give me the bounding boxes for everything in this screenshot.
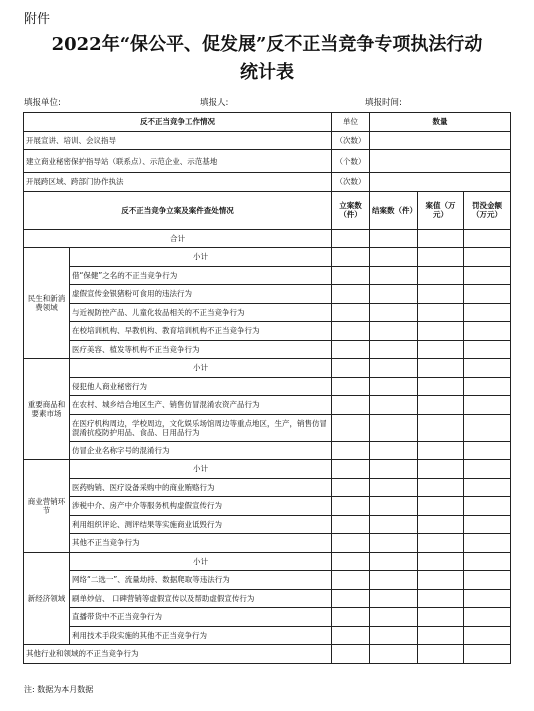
work-item-label: 开展宣讲、培训、会议指导 xyxy=(24,131,332,150)
data-entry-cell[interactable] xyxy=(418,396,464,415)
data-entry-cell[interactable] xyxy=(418,497,464,516)
data-entry-cell[interactable] xyxy=(332,248,370,267)
data-entry-cell[interactable] xyxy=(370,515,418,534)
data-entry-cell[interactable] xyxy=(418,515,464,534)
case-column-header: 立案数（件） xyxy=(332,191,370,229)
case-item-label: 在医疗机构周边，学校周边，文化娱乐场馆周边等重点地区，生产，销售仿冒混淆抗疫防护用品、食品、日用品行为 xyxy=(70,414,332,441)
data-entry-cell[interactable] xyxy=(370,441,418,460)
data-entry-cell[interactable] xyxy=(464,285,511,304)
title-line-1: 2022年“保公平、促发展”反不正当竞争专项执法行动 xyxy=(51,34,483,55)
total-row xyxy=(24,229,511,248)
data-entry-cell[interactable] xyxy=(332,377,370,396)
data-entry-cell[interactable] xyxy=(418,377,464,396)
work-header-row xyxy=(24,113,511,132)
group-subtotal-row xyxy=(24,460,511,479)
data-entry-cell[interactable] xyxy=(464,589,511,608)
work-item-label: 建立商业秘密保护指导站（联系点）、示范企业、示范基地 xyxy=(24,150,332,173)
subtotal-label: 小计 xyxy=(70,552,332,571)
unit-header: 单位 xyxy=(332,113,370,132)
work-item-unit: （个数） xyxy=(332,150,370,173)
data-entry-cell[interactable] xyxy=(332,645,370,664)
data-entry-cell[interactable] xyxy=(370,571,418,590)
statistics-table xyxy=(23,112,511,664)
data-entry-cell[interactable] xyxy=(370,340,418,359)
data-entry-cell[interactable] xyxy=(370,534,418,553)
data-entry-cell[interactable] xyxy=(464,303,511,322)
data-entry-cell[interactable] xyxy=(418,552,464,571)
quantity-entry-cell[interactable] xyxy=(370,131,511,150)
quantity-entry-cell[interactable] xyxy=(370,150,511,173)
work-item-label: 开展跨区域、跨部门协作执法 xyxy=(24,173,332,192)
data-entry-cell[interactable] xyxy=(464,266,511,285)
case-item-label: 其他不正当竞争行为 xyxy=(70,534,332,553)
data-entry-cell[interactable] xyxy=(370,589,418,608)
data-entry-cell[interactable] xyxy=(332,552,370,571)
case-item-label: 刷单炒信、 口碑营销等虚假宣传以及帮助虚假宣传行为 xyxy=(70,589,332,608)
data-entry-cell[interactable] xyxy=(418,534,464,553)
meta-time: 填报时间: xyxy=(365,98,402,108)
case-item-row xyxy=(24,441,511,460)
data-entry-cell[interactable] xyxy=(418,460,464,479)
data-entry-cell[interactable] xyxy=(370,303,418,322)
case-item-row xyxy=(24,396,511,415)
work-row xyxy=(24,150,511,173)
case-item-row xyxy=(24,626,511,645)
data-entry-cell[interactable] xyxy=(332,608,370,627)
data-entry-cell[interactable] xyxy=(370,478,418,497)
group-name: 重要商品和要素市场 xyxy=(24,359,70,460)
data-entry-cell[interactable] xyxy=(332,571,370,590)
group-subtotal-row xyxy=(24,359,511,378)
case-item-label: 侵犯他人商业秘密行为 xyxy=(70,377,332,396)
work-row xyxy=(24,173,511,192)
case-item-row xyxy=(24,478,511,497)
case-item-row xyxy=(24,322,511,341)
data-entry-cell[interactable] xyxy=(370,248,418,267)
case-item-row xyxy=(24,340,511,359)
data-entry-cell[interactable] xyxy=(370,645,418,664)
case-item-row xyxy=(24,377,511,396)
other-row xyxy=(24,645,511,664)
data-entry-cell[interactable] xyxy=(332,441,370,460)
data-entry-cell[interactable] xyxy=(464,322,511,341)
case-item-row xyxy=(24,534,511,553)
data-entry-cell[interactable] xyxy=(370,266,418,285)
data-entry-cell[interactable] xyxy=(464,626,511,645)
data-entry-cell[interactable] xyxy=(464,608,511,627)
work-section-header: 反不正当竞争工作情况 xyxy=(24,113,332,132)
data-entry-cell[interactable] xyxy=(464,229,511,248)
case-header-row xyxy=(24,191,511,229)
data-entry-cell[interactable] xyxy=(418,229,464,248)
quantity-entry-cell[interactable] xyxy=(370,173,511,192)
data-entry-cell[interactable] xyxy=(370,359,418,378)
data-entry-cell[interactable] xyxy=(332,303,370,322)
case-item-row xyxy=(24,571,511,590)
data-entry-cell[interactable] xyxy=(464,571,511,590)
case-item-label: 网络“二选一”、流量劫持、数据爬取等违法行为 xyxy=(70,571,332,590)
data-entry-cell[interactable] xyxy=(464,497,511,516)
case-item-label: 医疗美容、植发等机构不正当竞争行为 xyxy=(70,340,332,359)
case-item-label: 利用技术手段实施的其他不正当竞争行为 xyxy=(70,626,332,645)
case-item-row xyxy=(24,515,511,534)
data-entry-cell[interactable] xyxy=(370,497,418,516)
data-entry-cell[interactable] xyxy=(332,359,370,378)
other-label: 其他行业和领域的不正当竞争行为 xyxy=(24,645,332,664)
case-item-label: 借“保健”之名的不正当竞争行为 xyxy=(70,266,332,285)
data-entry-cell[interactable] xyxy=(370,285,418,304)
case-item-row xyxy=(24,497,511,516)
total-label: 合计 xyxy=(24,229,332,248)
data-entry-cell[interactable] xyxy=(464,460,511,479)
data-entry-cell[interactable] xyxy=(370,626,418,645)
data-entry-cell[interactable] xyxy=(464,359,511,378)
data-entry-cell[interactable] xyxy=(418,589,464,608)
data-entry-cell[interactable] xyxy=(464,645,511,664)
attachment-label: 附件 xyxy=(24,12,51,27)
case-column-header: 案值（万元） xyxy=(418,191,464,229)
meta-person: 填报人: xyxy=(200,98,229,108)
case-item-row xyxy=(24,414,511,441)
data-entry-cell[interactable] xyxy=(370,608,418,627)
data-entry-cell[interactable] xyxy=(418,645,464,664)
data-entry-cell[interactable] xyxy=(464,441,511,460)
data-entry-cell[interactable] xyxy=(464,396,511,415)
case-item-label: 医药购销、医疗设备采购中的商业贿赂行为 xyxy=(70,478,332,497)
data-entry-cell[interactable] xyxy=(370,322,418,341)
work-item-unit: （次数） xyxy=(332,131,370,150)
case-section-header: 反不正当竞争立案及案件查处情况 xyxy=(24,191,332,229)
case-item-row xyxy=(24,589,511,608)
data-entry-cell[interactable] xyxy=(464,534,511,553)
title-line-2: 统计表 xyxy=(240,62,294,83)
data-entry-cell[interactable] xyxy=(418,266,464,285)
case-item-label: 仿冒企业名称字号的混淆行为 xyxy=(70,441,332,460)
data-entry-cell[interactable] xyxy=(464,340,511,359)
data-entry-cell[interactable] xyxy=(370,396,418,415)
data-entry-cell[interactable] xyxy=(418,340,464,359)
data-entry-cell[interactable] xyxy=(332,534,370,553)
case-item-label: 在校培训机构、早教机构、教育培训机构不正当竞争行为 xyxy=(70,322,332,341)
data-entry-cell[interactable] xyxy=(418,441,464,460)
data-entry-cell[interactable] xyxy=(464,515,511,534)
data-entry-cell[interactable] xyxy=(464,552,511,571)
data-entry-cell[interactable] xyxy=(332,340,370,359)
data-entry-cell[interactable] xyxy=(418,248,464,267)
data-entry-cell[interactable] xyxy=(464,478,511,497)
case-item-label: 虚假宣传金银猪粉可食用的违法行为 xyxy=(70,285,332,304)
data-entry-cell[interactable] xyxy=(418,571,464,590)
data-entry-cell[interactable] xyxy=(418,478,464,497)
case-item-row xyxy=(24,266,511,285)
case-column-header: 结案数（件） xyxy=(370,191,418,229)
case-item-row xyxy=(24,303,511,322)
data-entry-cell[interactable] xyxy=(332,285,370,304)
data-entry-cell[interactable] xyxy=(464,414,511,441)
data-entry-cell[interactable] xyxy=(332,626,370,645)
case-item-label: 利用组织评论、测评结果等实施商业诋毁行为 xyxy=(70,515,332,534)
subtotal-label: 小计 xyxy=(70,460,332,479)
work-item-unit: （次数） xyxy=(332,173,370,192)
data-entry-cell[interactable] xyxy=(370,377,418,396)
case-item-row xyxy=(24,608,511,627)
data-entry-cell[interactable] xyxy=(418,608,464,627)
group-subtotal-row xyxy=(24,552,511,571)
data-entry-cell[interactable] xyxy=(418,359,464,378)
data-entry-cell[interactable] xyxy=(332,497,370,516)
group-subtotal-row xyxy=(24,248,511,267)
data-entry-cell[interactable] xyxy=(332,396,370,415)
group-name: 商业营销环节 xyxy=(24,460,70,553)
case-item-label: 与近视防控产品、儿童化妆品相关的不正当竞争行为 xyxy=(70,303,332,322)
data-entry-cell[interactable] xyxy=(370,229,418,248)
data-entry-cell[interactable] xyxy=(418,285,464,304)
case-item-label: 在农村、城乡结合地区生产、销售仿冒混淆农资产品行为 xyxy=(70,396,332,415)
footnote: 注: 数据为本月数据 xyxy=(24,685,94,694)
data-entry-cell[interactable] xyxy=(332,414,370,441)
data-entry-cell[interactable] xyxy=(332,478,370,497)
case-column-header: 罚没金额（万元） xyxy=(464,191,511,229)
data-entry-cell[interactable] xyxy=(370,552,418,571)
subtotal-label: 小计 xyxy=(70,359,332,378)
work-row xyxy=(24,131,511,150)
meta-unit: 填报单位: xyxy=(24,98,61,108)
data-entry-cell[interactable] xyxy=(332,515,370,534)
data-entry-cell[interactable] xyxy=(418,322,464,341)
data-entry-cell[interactable] xyxy=(332,266,370,285)
data-entry-cell[interactable] xyxy=(370,460,418,479)
data-entry-cell[interactable] xyxy=(464,248,511,267)
data-entry-cell[interactable] xyxy=(464,377,511,396)
data-entry-cell[interactable] xyxy=(332,589,370,608)
data-entry-cell[interactable] xyxy=(370,414,418,441)
data-entry-cell[interactable] xyxy=(332,460,370,479)
group-name: 民生和新消费领域 xyxy=(24,248,70,359)
case-item-row xyxy=(24,285,511,304)
case-item-label: 直播带货中不正当竞争行为 xyxy=(70,608,332,627)
quantity-header: 数量 xyxy=(370,113,511,132)
group-name: 新经济领域 xyxy=(24,552,70,645)
case-item-label: 涉税中介、房产中介等服务机构虚假宣传行为 xyxy=(70,497,332,516)
data-entry-cell[interactable] xyxy=(332,322,370,341)
subtotal-label: 小计 xyxy=(70,248,332,267)
data-entry-cell[interactable] xyxy=(418,626,464,645)
data-entry-cell[interactable] xyxy=(418,414,464,441)
data-entry-cell[interactable] xyxy=(332,229,370,248)
data-entry-cell[interactable] xyxy=(418,303,464,322)
